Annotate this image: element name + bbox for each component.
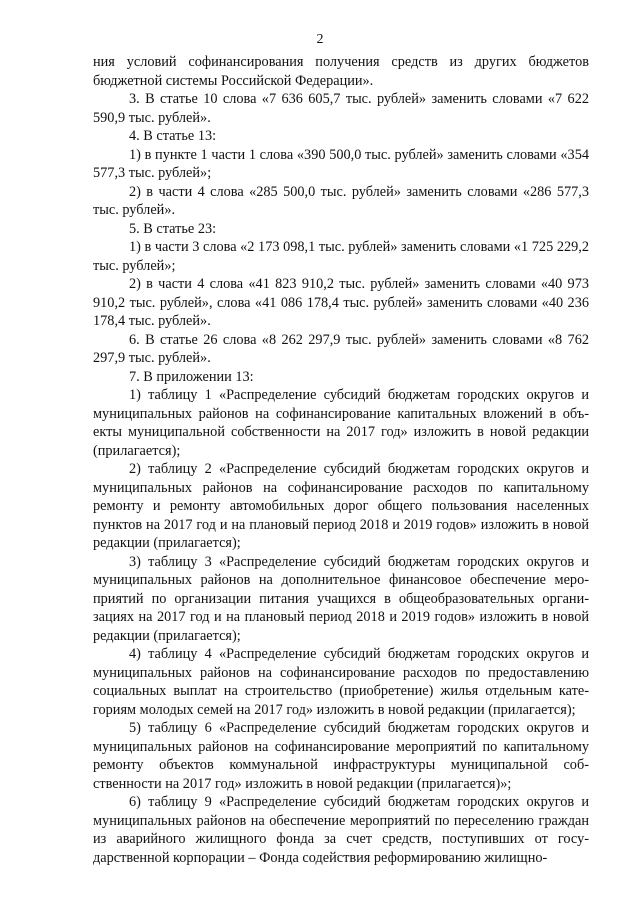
paragraph: 5) таблицу 6 «Распределение субсидий бюджетам городских округов и муниципальных районов на софинансирование мероприятий по капитальному ремонту объектов коммунальной инфраструктуры муниципальной собственности на 2017 год» изложить в новой редакции (прилагается)»; bbox=[93, 720, 589, 792]
paragraph: 3) таблицу 3 «Распределение субсидий бюджетам городских округов и муниципальных районов на дополнительное финансовое обеспечение мероприятий по организации питания учащихся в общеобразовательных организациях на 2017 год и на плановый период 2018 и 2019 годов» изложить в новой редакции (прилагается); bbox=[93, 553, 589, 644]
paragraph: ния условий софинансирования получения средств из других бюджетов бюджетной системы Российской Федерации». bbox=[93, 54, 589, 89]
paragraph: 2) в части 4 слова «41 823 910,2 тыс. рублей» заменить словами «40 973 910,2 тыс. рублей», слова «41 086 178,4 тыс. рублей» заменить словами «40 236 178,4 тыс. рублей». bbox=[93, 276, 589, 329]
paragraph: 1) в пункте 1 части 1 слова «390 500,0 тыс. рублей» заменить словами «354 577,3 тыс. рублей»; bbox=[93, 146, 589, 181]
paragraph: 7. В приложении 13: bbox=[129, 368, 254, 385]
page-number: 2 bbox=[316, 32, 324, 47]
paragraph: 4) таблицу 4 «Распределение субсидий бюджетам городских округов и муниципальных районов на софинансирование расходов по предоставлению социальных выплат на строительство (приобретение) жилья отдельным категориям молодых семей на 2017 год» изложить в новой редакции (прилагается); bbox=[93, 646, 589, 718]
paragraph: 1) таблицу 1 «Распределение субсидий бюджетам городских округов и муниципальных районов на софинансирование капитальных вложений в объекты муниципальной собственности на 2017 год» изложить в новой редакции (прилагается); bbox=[93, 387, 589, 459]
paragraph: 6. В статье 26 слова «8 262 297,9 тыс. рублей» заменить словами «8 762 297,9 тыс. рублей». bbox=[93, 331, 589, 366]
paragraph: 2) в части 4 слова «285 500,0 тыс. рублей» заменить словами «286 577,3 тыс. рублей». bbox=[93, 183, 589, 218]
paragraph: 1) в части 3 слова «2 173 098,1 тыс. рублей» заменить словами «1 725 229,2 тыс. рублей»; bbox=[93, 239, 589, 274]
paragraph: 3. В статье 10 слова «7 636 605,7 тыс. рублей» заменить словами «7 622 590,9 тыс. рублей». bbox=[93, 91, 589, 126]
document-body bbox=[93, 53, 589, 867]
paragraph: 4. В статье 13: bbox=[129, 128, 217, 144]
paragraph: 2) таблицу 2 «Распределение субсидий бюджетам городских округов и муниципальных районов на софинансирование расходов по капитальному ремонту и ремонту автомобильных дорог общего пользования населенных пунктов на 2017 год и на плановый период 2018 и 2019 годов» изложить в новой редакции (прилагается); bbox=[93, 461, 589, 551]
paragraph: 6) таблицу 9 «Распределение субсидий бюджетам городских округов и муниципальных районов на обеспечение мероприятий по переселению граждан из аварийного жилищного фонда за счет средств, поступивших от государственной корпорации – Фонда содействия реформированию жилищно- bbox=[93, 794, 589, 866]
paragraph: 5. В статье 23: bbox=[129, 220, 217, 237]
